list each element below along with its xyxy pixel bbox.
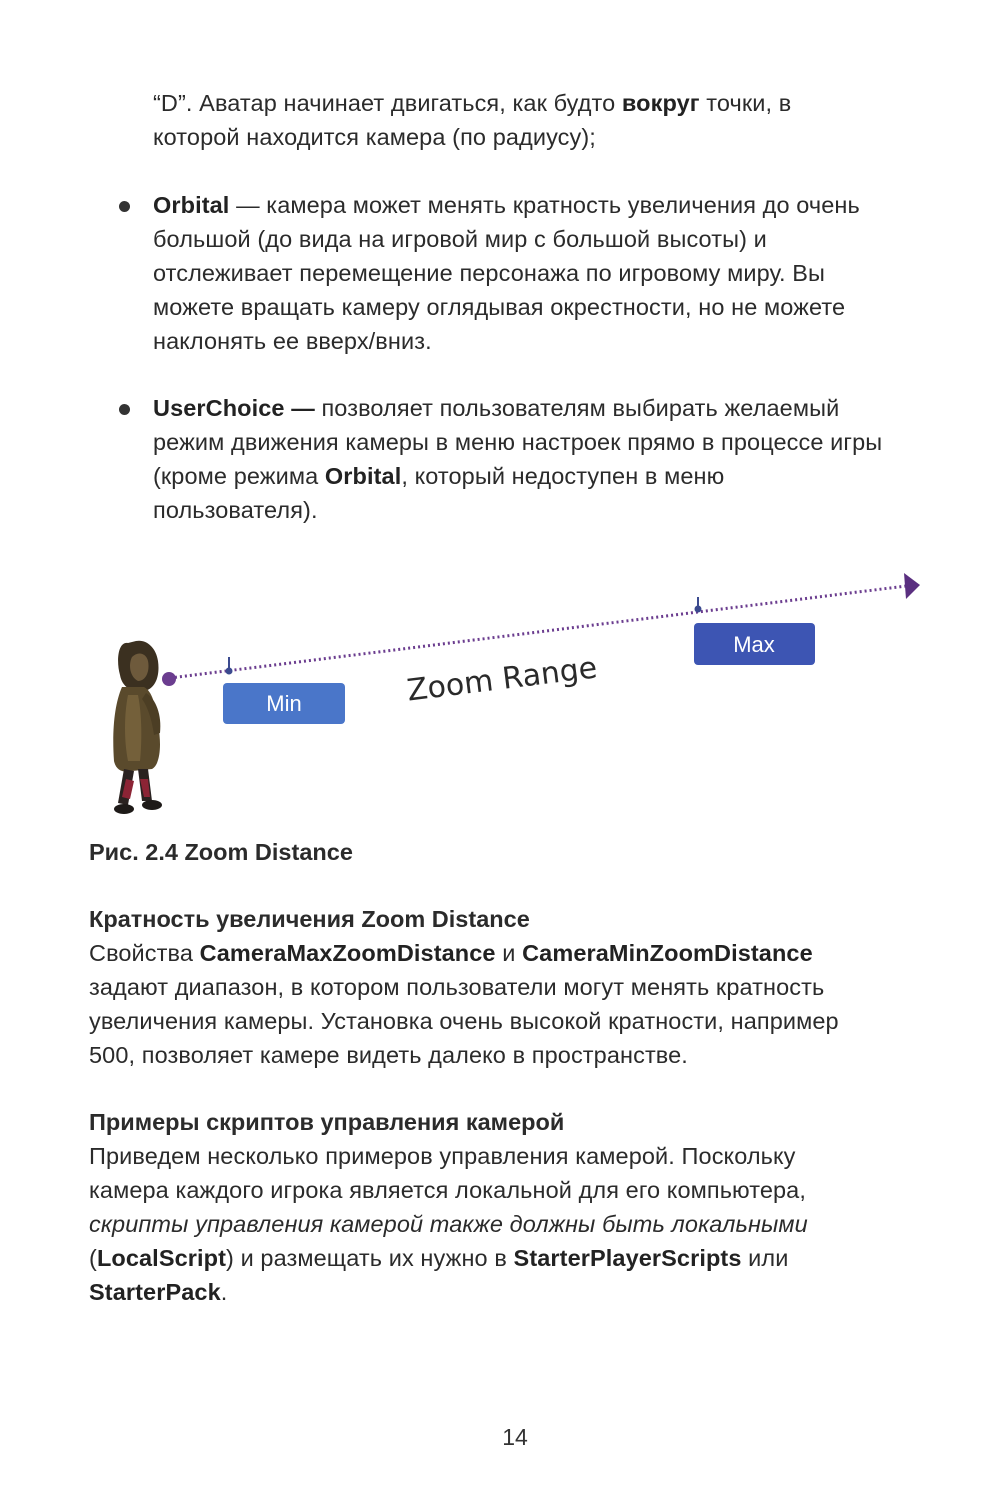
s2-line-4: (LocalScript) и размещать их нужно в StarterPlayerScripts или: [89, 1245, 789, 1271]
s2-line-1: Приведем несколько примеров управления камерой. Поскольку: [89, 1143, 796, 1169]
userchoice-line-1: UserChoice — позволяет пользователям выбирать желаемый: [153, 395, 840, 421]
userchoice-term: UserChoice —: [153, 395, 315, 421]
section-scripts-heading: Примеры скриптов управления камерой: [89, 1109, 565, 1135]
s1-line-3: увеличения камеры. Установка очень высокой кратности, например: [89, 1008, 839, 1034]
s1-line-1: Свойства CameraMaxZoomDistance и CameraMinZoomDistance: [89, 940, 813, 966]
s2-line-2: камера каждого игрока является локальной для его компьютера,: [89, 1177, 806, 1203]
bullet-dot-orbital: [119, 201, 130, 212]
camera-min-zoom-term: CameraMinZoomDistance: [522, 940, 813, 966]
s2-line-5: StarterPack.: [89, 1279, 228, 1305]
orbital-line-1: Orbital — камера может менять кратность увеличения до очень: [153, 192, 860, 218]
max-label: Max: [733, 632, 775, 657]
s2-line-3: скрипты управления камерой также должны быть локальными: [89, 1211, 808, 1237]
min-marker: [226, 657, 233, 675]
page-number: 14: [502, 1424, 528, 1450]
zoom-distance-figure: [0, 565, 1000, 835]
bullet-userchoice: [153, 391, 882, 527]
zoom-range-label: Zoom Range: [405, 650, 600, 709]
camera-max-zoom-term: CameraMaxZoomDistance: [199, 940, 496, 966]
userchoice-line-2: режим движения камеры в меню настроек прямо в процессе игры: [153, 429, 883, 455]
intro-paragraph: [153, 86, 791, 154]
orbital-line-5: наклонять ее вверх/вниз.: [153, 328, 432, 354]
s1-line-4: 500, позволяет камере видеть далеко в пространстве.: [89, 1042, 688, 1068]
min-label: Min: [266, 691, 302, 716]
section-scripts-body: [89, 1139, 808, 1309]
intro-line-2: которой находится камера (по радиусу);: [153, 124, 596, 150]
orbital-term: Orbital: [153, 192, 230, 218]
max-marker: [695, 597, 702, 613]
localscript-term: LocalScript: [96, 1245, 227, 1271]
orbital-line-2: большой (до вида на игровой мир с большой высоты) и: [153, 226, 767, 252]
arrow-head-icon: [904, 573, 920, 599]
s1-line-2: задают диапазон, в котором пользователи могут менять кратность: [89, 974, 825, 1000]
userchoice-orbital-bold: Orbital: [324, 463, 402, 489]
userchoice-line-3: (кроме режима Orbital, который недоступен в меню: [153, 463, 725, 489]
bullet-dot-userchoice: [119, 404, 130, 415]
userchoice-line-4: пользователя).: [153, 497, 318, 523]
starterplayerscripts-term: StarterPlayerScripts: [513, 1245, 742, 1271]
orbital-line-3: отслеживает перемещение персонажа по игровому миру. Вы: [153, 260, 826, 286]
intro-bold-word: вокруг: [621, 90, 700, 116]
section-zoom-distance-heading: Кратность увеличения Zoom Distance: [89, 906, 530, 932]
section-zoom-distance-body: [89, 936, 839, 1072]
intro-line-1: “D”. Аватар начинает двигаться, как будто вокруг точки, в: [153, 90, 792, 116]
orbital-line-4: можете вращать камеру оглядывая окрестности, но не можете: [153, 294, 846, 320]
bullet-orbital: [153, 188, 860, 358]
camera-origin-dot: [162, 672, 176, 686]
avatar-character: [113, 641, 162, 814]
starterpack-term: StarterPack: [89, 1279, 221, 1305]
figure-caption: Рис. 2.4 Zoom Distance: [89, 839, 353, 865]
